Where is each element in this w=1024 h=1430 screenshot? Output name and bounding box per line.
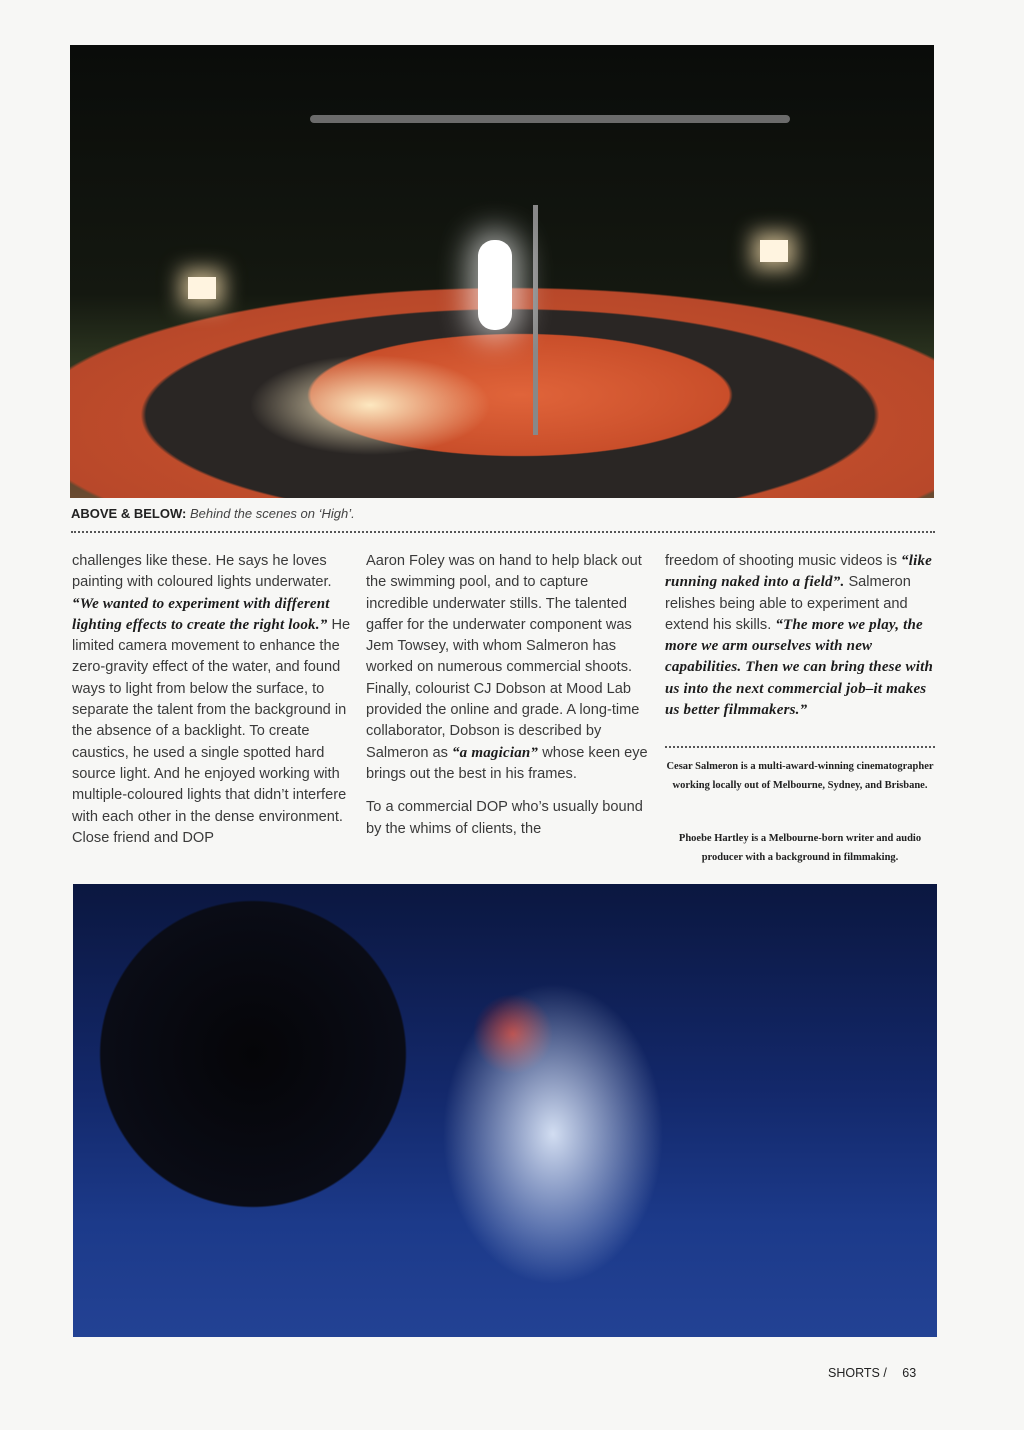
divider bbox=[71, 531, 935, 533]
pull-quote: “like running naked into a field”. bbox=[665, 553, 933, 591]
page-footer bbox=[828, 1366, 928, 1380]
body-text: He limited camera movement to enhance the zero-gravity effect of the water, and found ways to light from below the surface, to separate the talent from the background in the absence of a backlight. To create caustics, he used a single spotted hard source light. And he enjoyed working with multiple-coloured lights that didn’t interfere with each other in the dense environment. Close friend and DOP bbox=[72, 616, 351, 846]
pull-quote: “a magician” bbox=[451, 744, 539, 761]
body-text: Salmeron relishes being able to experiment and extend his skills. bbox=[665, 574, 911, 633]
article-column-3 bbox=[665, 551, 940, 733]
section-name: SHORTS / bbox=[828, 1366, 887, 1380]
body-text: To a commercial DOP who’s usually bound by the whims of clients, the bbox=[366, 799, 643, 837]
paragraph bbox=[366, 551, 651, 785]
drone-light bbox=[478, 240, 512, 330]
bio-divider bbox=[665, 746, 935, 748]
caption-text: Behind the scenes on ‘High’. bbox=[189, 506, 355, 521]
ground-lamp bbox=[188, 277, 216, 299]
article-column-2 bbox=[366, 551, 651, 852]
caption-label: ABOVE & BELOW: bbox=[71, 506, 187, 521]
body-text: freedom of shooting music videos is bbox=[665, 553, 902, 569]
body-text: Aaron Foley was on hand to help black out the swimming pool, and to capture incredible underwater stills. The talented gaffer for the underwater component was Jem Towsey, with whom Salmeron has worked on numerous commercial shoots. Finally, colourist CJ Dobson at Mood Lab provided the online and grade. A long-time collaborator, Dobson is described by Salmeron as bbox=[366, 553, 642, 761]
photo-underwater-shoot bbox=[73, 884, 937, 1337]
drone-rig bbox=[310, 115, 790, 123]
paragraph bbox=[665, 551, 940, 721]
body-text: challenges like these. He says he loves painting with coloured lights underwater. bbox=[72, 553, 332, 591]
photo-drone-helipad bbox=[70, 45, 934, 498]
pull-quote: “The more we play, the more we arm ourselves with new capabilities. Then we can bring these with us into the next commercial job–it makes us better filmmakers.” bbox=[665, 616, 933, 719]
body-text: whose keen eye brings out the best in his frames. bbox=[366, 744, 648, 782]
paragraph bbox=[72, 551, 357, 849]
bio-cesar-salmeron: Cesar Salmeron is a multi-award-winning cinematographer working locally out of Melbourne, Sydney, and Brisbane. bbox=[666, 761, 934, 791]
light-stand bbox=[533, 205, 538, 435]
paragraph bbox=[366, 797, 651, 840]
article-column-1 bbox=[72, 551, 357, 861]
bio-phoebe-hartley: Phoebe Hartley is a Melbourne-born writer and audio producer with a background in filmmaking. bbox=[678, 833, 922, 863]
photo-caption bbox=[71, 506, 355, 521]
ground-lamp bbox=[760, 240, 788, 262]
pull-quote: “We wanted to experiment with different lighting effects to create the right look.” bbox=[72, 595, 330, 633]
page-number: 63 bbox=[902, 1366, 917, 1380]
